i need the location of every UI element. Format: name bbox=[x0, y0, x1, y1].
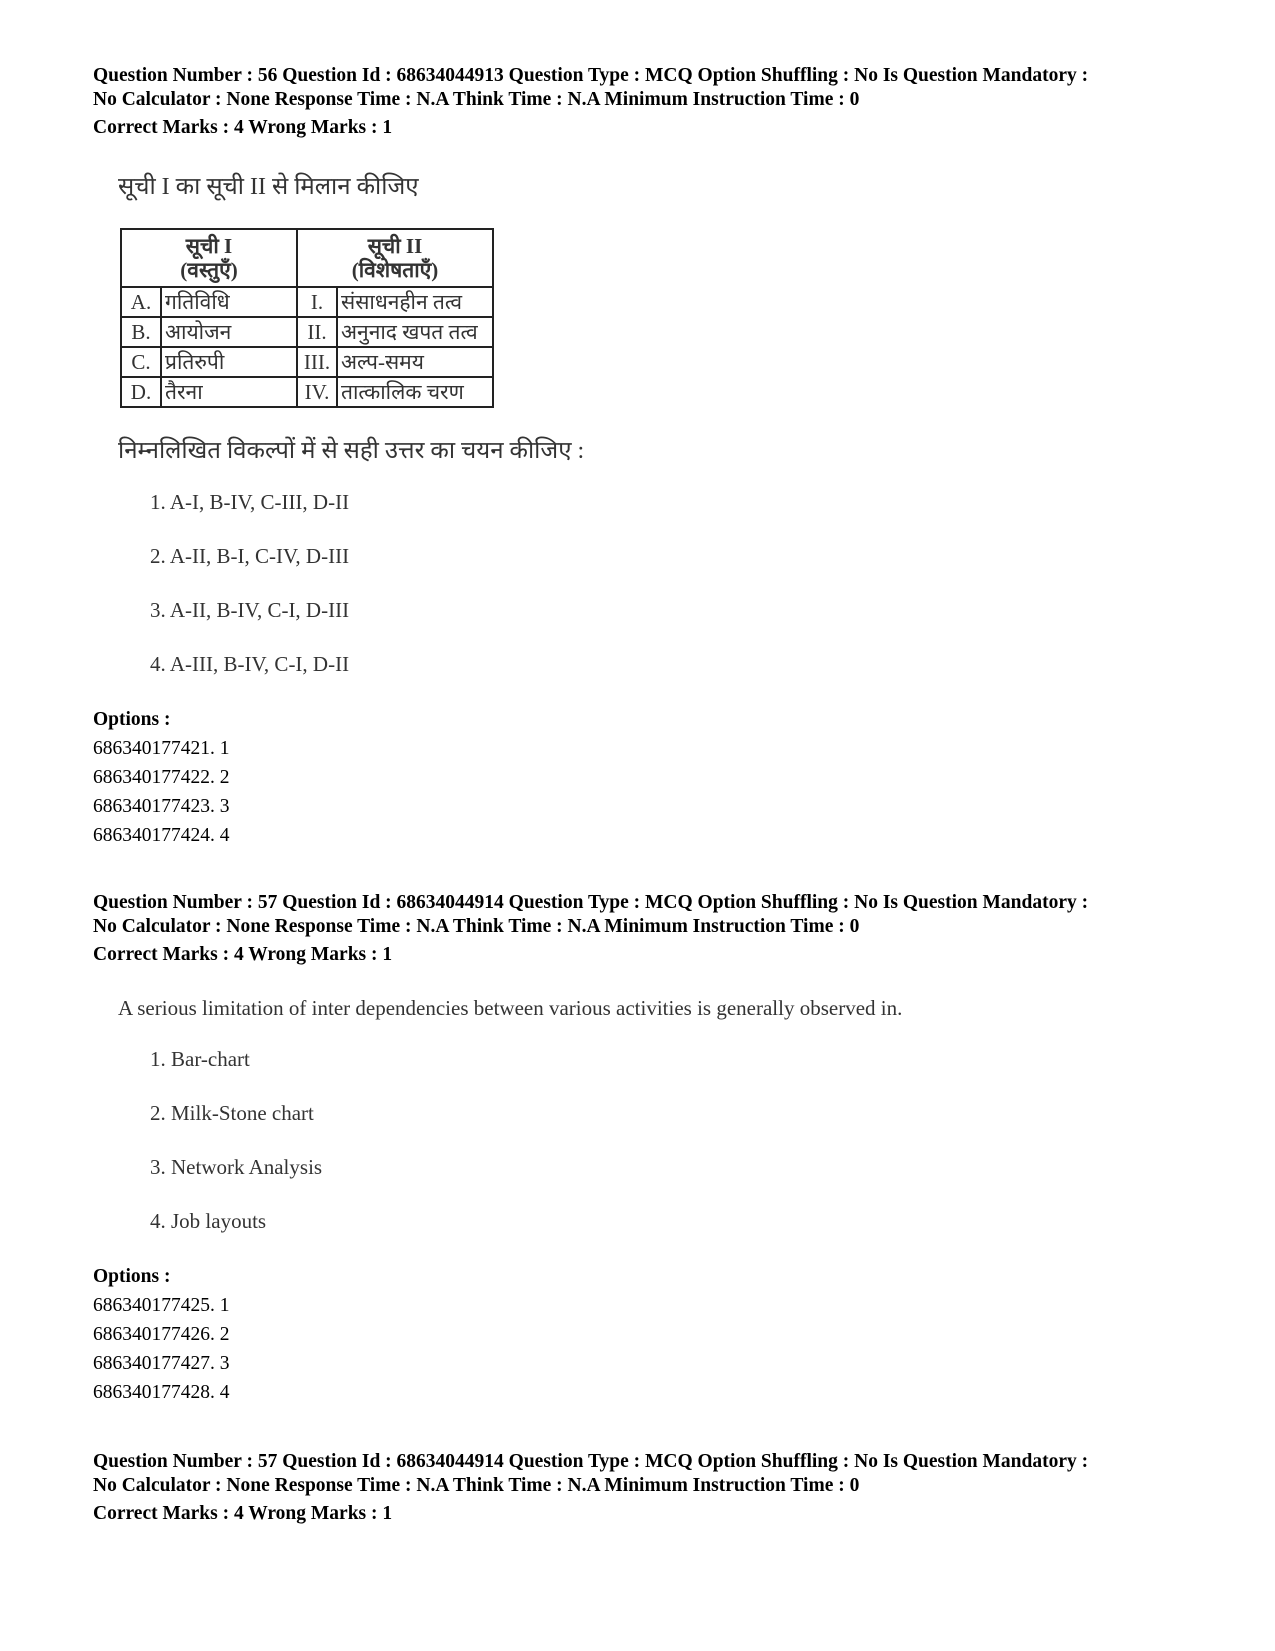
row-feature: संसाधनहीन तत्व bbox=[337, 287, 493, 317]
row-key: B. bbox=[121, 317, 161, 347]
choice-1: 1. A-I, B-IV, C-III, D-II bbox=[150, 490, 350, 514]
choice-3: 3. Network Analysis bbox=[150, 1155, 323, 1179]
options-title: Options : bbox=[93, 709, 171, 730]
list-2-subtitle: (विशेषताएँ) bbox=[351, 258, 439, 282]
row-feature: अल्प-समय bbox=[337, 347, 493, 377]
list-2-header bbox=[297, 229, 493, 287]
table-row bbox=[121, 347, 493, 377]
question-57-prompt: A serious limitation of inter dependencies between various activities is generally observed in. bbox=[118, 996, 903, 1020]
row-item: तैरना bbox=[161, 377, 297, 407]
question-57-header bbox=[93, 891, 1213, 967]
option-3: 686340177423. 3 bbox=[93, 796, 230, 817]
choice-4: 4. A-III, B-IV, C-I, D-II bbox=[150, 652, 350, 676]
row-item: आयोजन bbox=[161, 317, 297, 347]
row-key: IV. bbox=[297, 377, 337, 407]
row-item: प्रतिरुपी bbox=[161, 347, 297, 377]
question-56-header bbox=[93, 64, 1213, 140]
match-table bbox=[120, 228, 494, 408]
choice-4: 4. Job layouts bbox=[150, 1209, 267, 1233]
list-1-subtitle: (वस्तुएँ) bbox=[180, 258, 238, 282]
question-56-options bbox=[93, 705, 230, 850]
choice-2: 2. A-II, B-I, C-IV, D-III bbox=[150, 544, 350, 568]
option-1: 686340177425. 1 bbox=[93, 1295, 230, 1316]
list-2-title: सूची II bbox=[367, 234, 423, 258]
row-feature: तात्कालिक चरण bbox=[337, 377, 493, 407]
row-key: C. bbox=[121, 347, 161, 377]
question-57-options bbox=[93, 1262, 230, 1407]
question-marks-line: Correct Marks : 4 Wrong Marks : 1 bbox=[93, 117, 393, 138]
options-title: Options : bbox=[93, 1266, 171, 1287]
question-56-prompt: सूची I का सूची II से मिलान कीजिए bbox=[118, 174, 419, 200]
question-marks-line: Correct Marks : 4 Wrong Marks : 1 bbox=[93, 944, 393, 965]
question-header-line2: No Calculator : None Response Time : N.A Think Time : N.A Minimum Instruction Time : 0 bbox=[93, 916, 860, 937]
question-header-line2: No Calculator : None Response Time : N.A Think Time : N.A Minimum Instruction Time : 0 bbox=[93, 1475, 860, 1496]
question-header-line1: Question Number : 57 Question Id : 68634044914 Question Type : MCQ Option Shuffling : No Is Question Mandatory : bbox=[93, 1451, 1089, 1472]
row-key: I. bbox=[297, 287, 337, 317]
table-row bbox=[121, 377, 493, 407]
option-4: 686340177424. 4 bbox=[93, 825, 230, 846]
choice-1: 1. Bar-chart bbox=[150, 1047, 250, 1071]
question-header-line2: No Calculator : None Response Time : N.A Think Time : N.A Minimum Instruction Time : 0 bbox=[93, 89, 860, 110]
option-2: 686340177426. 2 bbox=[93, 1324, 230, 1345]
match-table-header-row bbox=[121, 229, 493, 287]
table-row bbox=[121, 317, 493, 347]
row-key: A. bbox=[121, 287, 161, 317]
list-1-title: सूची I bbox=[185, 234, 233, 258]
question-header-line1: Question Number : 56 Question Id : 68634044913 Question Type : MCQ Option Shuffling : No Is Question Mandatory : bbox=[93, 65, 1089, 86]
question-marks-line: Correct Marks : 4 Wrong Marks : 1 bbox=[93, 1503, 393, 1524]
table-row bbox=[121, 287, 493, 317]
option-2: 686340177422. 2 bbox=[93, 767, 230, 788]
choice-3: 3. A-II, B-IV, C-I, D-III bbox=[150, 598, 350, 622]
question-header-line1: Question Number : 57 Question Id : 68634044914 Question Type : MCQ Option Shuffling : No Is Question Mandatory : bbox=[93, 892, 1089, 913]
row-key: III. bbox=[297, 347, 337, 377]
row-key: D. bbox=[121, 377, 161, 407]
choice-2: 2. Milk-Stone chart bbox=[150, 1101, 314, 1125]
option-1: 686340177421. 1 bbox=[93, 738, 230, 759]
question-56-instruction: निम्नलिखित विकल्पों में से सही उत्तर का चयन कीजिए : bbox=[118, 438, 585, 464]
row-item: गतिविधि bbox=[161, 287, 297, 317]
row-feature: अनुनाद खपत तत्व bbox=[337, 317, 493, 347]
option-3: 686340177427. 3 bbox=[93, 1353, 230, 1374]
question-57b-header bbox=[93, 1450, 1213, 1526]
option-4: 686340177428. 4 bbox=[93, 1382, 230, 1403]
list-1-header bbox=[121, 229, 297, 287]
row-key: II. bbox=[297, 317, 337, 347]
